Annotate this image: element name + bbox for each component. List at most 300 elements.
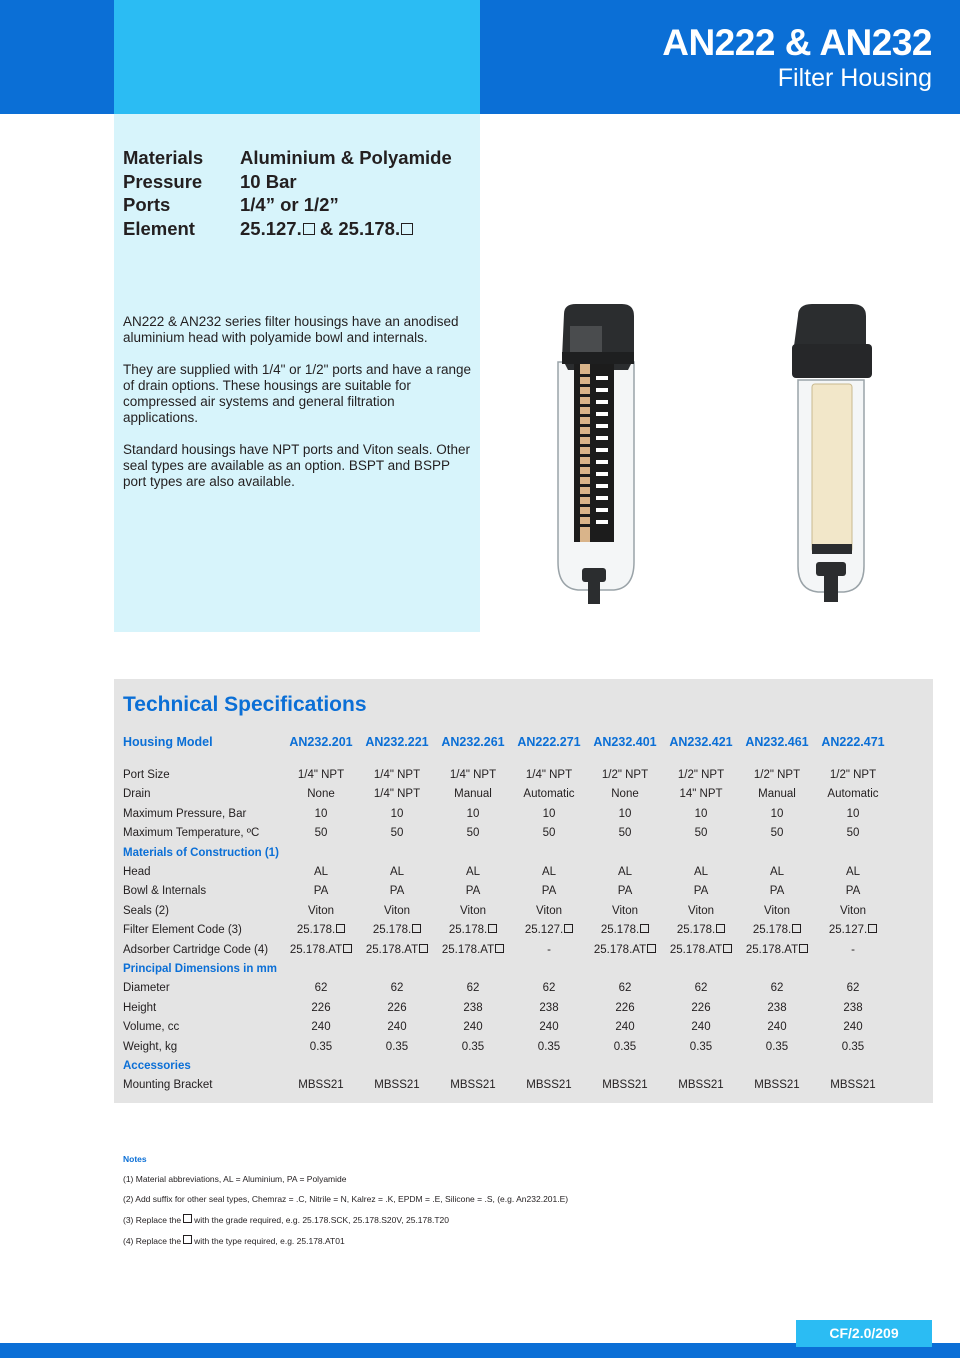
placeholder-box-icon: [488, 924, 497, 933]
cell-value: 240: [311, 1021, 331, 1034]
table-cell: [359, 788, 435, 800]
table-cell: [587, 866, 663, 878]
cell-value: 25.178.AT: [593, 943, 647, 956]
table-cell: [435, 885, 511, 897]
placeholder-box-icon: [401, 223, 413, 235]
header-band-right: [480, 0, 960, 114]
note-item: (2) Add suffix for other seal types, Chemraz = .C, Nitrile = N, Kalrez = .K, EPDM = .E, Silicone = .S, (e.g. An232.201.E): [123, 1194, 569, 1204]
filter-housing-image: [786, 300, 876, 614]
table-cell: [511, 982, 587, 994]
table-cell: [283, 808, 359, 820]
cell-value: 238: [463, 1001, 483, 1014]
cell-value: 0.35: [689, 1040, 713, 1053]
table-cell: [283, 788, 359, 800]
table-cell: [587, 905, 663, 917]
table-cell: [435, 827, 511, 839]
table-cell: [739, 1002, 815, 1014]
cell-value: PA: [389, 885, 405, 898]
cell-value: AL: [465, 866, 481, 879]
note-text: with the type required, e.g. 25.178.AT01: [194, 1236, 345, 1246]
table-cell: [663, 924, 739, 936]
cell-value: Viton: [307, 904, 334, 917]
attribute-pressure: [123, 170, 452, 194]
table-cell: [511, 866, 587, 878]
table-group-heading: [123, 1056, 891, 1075]
note-item: [123, 1214, 568, 1225]
description-paragraph: They are supplied with 1/4" or 1/2" ports and have a range of drain options. These housings are suitable for compressed air systems and general filtration applications.: [123, 362, 472, 425]
cell-value: 1/4" NPT: [449, 769, 497, 782]
cell-value: Automatic: [523, 788, 575, 801]
cell-value: PA: [693, 885, 709, 898]
cell-value: PA: [313, 885, 329, 898]
table-cell: [435, 788, 511, 800]
cell-value: PA: [845, 885, 861, 898]
cell-value: 10: [542, 807, 556, 820]
cell-value: PA: [769, 885, 785, 898]
cell-value: Viton: [383, 904, 410, 917]
table-cell: [815, 788, 891, 800]
table-cell: [435, 808, 511, 820]
table-row: [123, 921, 891, 940]
note-text: (4) Replace the: [123, 1236, 182, 1246]
cell-value: 25.178.AT: [745, 943, 799, 956]
cell-value: 226: [615, 1001, 635, 1014]
placeholder-box-icon: [640, 924, 649, 933]
cell-value: 238: [539, 1001, 559, 1014]
cell-value: AL: [769, 866, 785, 879]
table-cell: [739, 1079, 815, 1091]
table-row: [123, 785, 891, 804]
table-row: [123, 804, 891, 823]
table-cell: [815, 924, 891, 936]
attribute-label: Pressure: [123, 170, 203, 192]
table-cell: [511, 885, 587, 897]
note-item: (1) Material abbreviations, AL = Aluminium, PA = Polyamide: [123, 1174, 347, 1184]
group-label: Principal Dimensions in mm: [123, 962, 278, 975]
cell-value: 25.178.: [372, 924, 412, 937]
table-cell: [663, 1021, 739, 1033]
placeholder-box-icon: [716, 924, 725, 933]
model-header: AN222.271: [517, 734, 581, 749]
section-title: Technical Specifications: [123, 693, 367, 716]
table-cell: [587, 1079, 663, 1091]
placeholder-box-icon: [183, 1235, 192, 1244]
attribute-value: 1/4” or 1/2”: [240, 194, 339, 215]
table-cell: [511, 1079, 587, 1091]
cell-value: 62: [466, 982, 480, 995]
table-cell: [283, 769, 359, 781]
cell-value: 14" NPT: [679, 788, 723, 801]
page-subtitle: Filter Housing: [777, 64, 932, 92]
model-header: AN232.401: [593, 734, 657, 749]
cell-value: 25.178.: [448, 924, 488, 937]
cell-value: AL: [541, 866, 557, 879]
cell-value: 62: [542, 982, 556, 995]
table-cell: [283, 1002, 359, 1014]
table-cell: [815, 769, 891, 781]
cell-value: MBSS21: [526, 1079, 572, 1092]
cell-value: 240: [387, 1021, 407, 1034]
table-cell: [587, 1002, 663, 1014]
table-row: [123, 862, 891, 881]
product-description: [123, 314, 473, 506]
cell-value: 240: [691, 1021, 711, 1034]
table-cell: [663, 866, 739, 878]
table-cell: [359, 808, 435, 820]
cell-value: 0.35: [841, 1040, 865, 1053]
table-cell: [587, 982, 663, 994]
placeholder-box-icon: [495, 944, 504, 953]
table-cell: [359, 1002, 435, 1014]
attribute-label: Materials: [123, 147, 204, 168]
model-header: AN232.221: [365, 734, 429, 749]
cell-value: Manual: [454, 788, 492, 801]
cell-value: 240: [843, 1021, 863, 1034]
table-cell: [511, 788, 587, 800]
table-cell: [283, 885, 359, 897]
table-cell: [511, 905, 587, 917]
cell-value: 50: [846, 827, 860, 840]
cell-value: Automatic: [827, 788, 879, 801]
table-cell: [587, 1041, 663, 1053]
table-cell: [359, 885, 435, 897]
cell-value: 238: [767, 1001, 787, 1014]
cell-value: PA: [465, 885, 481, 898]
cell-value: 25.178.AT: [441, 943, 495, 956]
cell-value: 0.35: [309, 1040, 333, 1053]
row-label: Maximum Pressure, Bar: [123, 807, 247, 820]
table-cell: [663, 1041, 739, 1053]
cell-value: Manual: [758, 788, 796, 801]
cell-value: 1/2" NPT: [601, 769, 649, 782]
row-label: Seals (2): [123, 904, 170, 917]
group-label: Accessories: [123, 1059, 191, 1072]
table-row: [123, 824, 891, 843]
cell-value: 1/2" NPT: [753, 769, 801, 782]
cell-value: 240: [463, 1021, 483, 1034]
row-label: Diameter: [123, 982, 170, 995]
row-label: Bowl & Internals: [123, 885, 207, 898]
cell-value: AL: [845, 866, 861, 879]
notes-title: Notes: [123, 1154, 147, 1164]
table-spacer: [123, 751, 891, 765]
filter-housing-cutaway-image: [548, 300, 648, 612]
cell-value: Viton: [535, 904, 562, 917]
cell-value: 10: [846, 807, 860, 820]
row-label: Maximum Temperature, ºC: [123, 827, 260, 840]
table-cell: [511, 1021, 587, 1033]
note-text: with the grade required, e.g. 25.178.SCK, 25.178.S20V, 25.178.T20: [194, 1215, 449, 1225]
placeholder-box-icon: [647, 944, 656, 953]
table-cell: [815, 1079, 891, 1091]
table-row: [123, 901, 891, 920]
table-cell: [283, 1041, 359, 1053]
table-cell: [663, 788, 739, 800]
table-cell: [739, 924, 815, 936]
cell-value: MBSS21: [450, 1079, 496, 1092]
table-cell: [663, 1002, 739, 1014]
page-title: AN222 & AN232: [662, 22, 932, 63]
cell-value: 0.35: [537, 1040, 561, 1053]
cell-value: 1/4" NPT: [373, 788, 421, 801]
cell-value: None: [307, 788, 335, 801]
table-cell: [587, 885, 663, 897]
cell-value: MBSS21: [298, 1079, 344, 1092]
table-cell: [359, 905, 435, 917]
cell-value: 10: [314, 807, 328, 820]
row-label: Filter Element Code (3): [123, 924, 242, 937]
table-cell: [663, 905, 739, 917]
table-cell: [739, 769, 815, 781]
cell-value: None: [611, 788, 639, 801]
element-code-a: 25.127.: [240, 217, 302, 239]
table-row: [123, 1037, 891, 1056]
cell-value: 0.35: [613, 1040, 637, 1053]
table-cell: [359, 1079, 435, 1091]
table-cell: [587, 827, 663, 839]
table-cell: [435, 866, 511, 878]
key-attributes: [123, 146, 452, 240]
table-cell: [359, 982, 435, 994]
attribute-materials: [123, 146, 452, 170]
table-cell: [739, 866, 815, 878]
header-band-left: [0, 0, 114, 114]
table-cell: [587, 944, 663, 956]
cell-value: 62: [846, 982, 860, 995]
table-group-heading: [123, 959, 891, 978]
row-label: Volume, cc: [123, 1021, 180, 1034]
row-label: Head: [123, 866, 151, 879]
cell-value: PA: [617, 885, 633, 898]
cell-value: 1/4" NPT: [373, 769, 421, 782]
cell-value: 50: [694, 827, 708, 840]
table-cell: [663, 827, 739, 839]
cell-value: 50: [542, 827, 556, 840]
attribute-label: Ports: [123, 194, 171, 215]
table-cell: [435, 1041, 511, 1053]
header-label: Housing Model: [123, 734, 213, 749]
table-cell: [359, 1041, 435, 1053]
cell-value: 62: [618, 982, 632, 995]
table-cell: [435, 769, 511, 781]
cell-value: Viton: [611, 904, 638, 917]
table-cell: [435, 944, 511, 956]
cell-value: 50: [466, 827, 480, 840]
table-row: [123, 940, 891, 959]
table-cell: [587, 924, 663, 936]
description-paragraph: Standard housings have NPT ports and Viton seals. Other seal types are available as an option. BSPT and BSPP port types are also available.: [123, 442, 470, 489]
table-cell: [511, 924, 587, 936]
cell-value: 10: [770, 807, 784, 820]
table-cell: [663, 808, 739, 820]
table-cell: [511, 944, 587, 956]
table-cell: [283, 1079, 359, 1091]
table-cell: [511, 1041, 587, 1053]
cell-value: 25.178.AT: [289, 943, 343, 956]
model-header: AN232.201: [289, 734, 353, 749]
cell-value: Viton: [459, 904, 486, 917]
cell-value: 240: [539, 1021, 559, 1034]
placeholder-box-icon: [336, 924, 345, 933]
cell-value: 10: [390, 807, 404, 820]
cell-value: 62: [694, 982, 708, 995]
table-cell: [815, 1041, 891, 1053]
table-cell: [435, 905, 511, 917]
cell-value: 1/2" NPT: [677, 769, 725, 782]
table-cell: [511, 769, 587, 781]
table-cell: [739, 905, 815, 917]
table-cell: [587, 769, 663, 781]
model-header: AN232.421: [669, 734, 733, 749]
element-code-b: & 25.178.: [314, 217, 401, 239]
row-label: Adsorber Cartridge Code (4): [123, 943, 269, 956]
table-cell: [283, 1021, 359, 1033]
cell-value: 25.178.: [676, 924, 716, 937]
cell-value: Viton: [839, 904, 866, 917]
table-cell: [283, 866, 359, 878]
table-row: [123, 765, 891, 784]
table-cell: [435, 1021, 511, 1033]
table-cell: [359, 866, 435, 878]
cell-value: 25.178.: [296, 924, 336, 937]
table-cell: [283, 982, 359, 994]
table-row: [123, 1076, 891, 1095]
model-header: AN222.471: [821, 734, 885, 749]
placeholder-box-icon: [792, 924, 801, 933]
table-cell: [739, 808, 815, 820]
cell-value: MBSS21: [374, 1079, 420, 1092]
table-cell: [739, 944, 815, 956]
table-cell: [815, 982, 891, 994]
placeholder-box-icon: [419, 944, 428, 953]
table-row: [123, 882, 891, 901]
table-cell: [283, 944, 359, 956]
cell-value: 1/2" NPT: [829, 769, 877, 782]
cell-value: Viton: [763, 904, 790, 917]
table-cell: [359, 769, 435, 781]
attribute-label: Element: [123, 217, 195, 239]
cell-value: PA: [541, 885, 557, 898]
table-cell: [435, 924, 511, 936]
table-cell: [283, 905, 359, 917]
placeholder-box-icon: [303, 223, 315, 235]
model-header: AN232.461: [745, 734, 809, 749]
table-cell: [283, 827, 359, 839]
cell-value: 226: [691, 1001, 711, 1014]
cell-value: Viton: [687, 904, 714, 917]
table-cell: [739, 1041, 815, 1053]
row-label: Height: [123, 1001, 157, 1014]
cell-value: 25.178.AT: [669, 943, 723, 956]
description-paragraph: AN222 & AN232 series filter housings have an anodised aluminium head with polyamide bowl and internals.: [123, 314, 459, 345]
cell-value: 10: [694, 807, 708, 820]
header-band-accent: [114, 0, 480, 114]
table-row: [123, 998, 891, 1017]
cell-value: 240: [767, 1021, 787, 1034]
table-cell: [663, 1079, 739, 1091]
cell-value: MBSS21: [602, 1079, 648, 1092]
table-group-heading: [123, 843, 891, 862]
attribute-value: Aluminium & Polyamide: [240, 147, 452, 168]
placeholder-box-icon: [564, 924, 573, 933]
table-cell: [739, 982, 815, 994]
table-cell: [359, 827, 435, 839]
table-cell: [815, 866, 891, 878]
table-cell: [435, 982, 511, 994]
table-cell: [359, 1021, 435, 1033]
placeholder-box-icon: [183, 1214, 192, 1223]
cell-value: 25.178.: [600, 924, 640, 937]
table-cell: [663, 769, 739, 781]
table-cell: [739, 885, 815, 897]
technical-specifications: [114, 679, 933, 1103]
row-label: Drain: [123, 788, 151, 801]
group-label: Materials of Construction (1): [123, 846, 279, 859]
table-cell: [587, 788, 663, 800]
table-cell: [511, 827, 587, 839]
table-cell: [815, 827, 891, 839]
table-cell: [663, 885, 739, 897]
table-cell: [815, 885, 891, 897]
placeholder-box-icon: [868, 924, 877, 933]
cell-value: 62: [770, 982, 784, 995]
note-text: (3) Replace the: [123, 1215, 182, 1225]
cell-value: MBSS21: [754, 1079, 800, 1092]
placeholder-box-icon: [723, 944, 732, 953]
cell-value: AL: [389, 866, 405, 879]
notes: [123, 1154, 568, 1256]
cell-value: 62: [390, 982, 404, 995]
cell-value: 50: [770, 827, 784, 840]
cell-value: 50: [390, 827, 404, 840]
table-cell: [663, 944, 739, 956]
cell-value: 10: [618, 807, 632, 820]
cell-value: -: [851, 943, 855, 956]
cell-value: 10: [466, 807, 480, 820]
table-row: [123, 979, 891, 998]
table-cell: [435, 1002, 511, 1014]
cell-value: 0.35: [765, 1040, 789, 1053]
cell-value: 62: [314, 982, 328, 995]
cell-value: 1/4" NPT: [297, 769, 345, 782]
note-item: [123, 1235, 568, 1246]
cell-value: 25.127.: [524, 924, 564, 937]
cell-value: 238: [843, 1001, 863, 1014]
table-header-row: [123, 732, 891, 751]
row-label: Mounting Bracket: [123, 1079, 213, 1092]
attribute-ports: [123, 193, 452, 217]
cell-value: 50: [618, 827, 632, 840]
attribute-value: 10 Bar: [240, 170, 297, 192]
cell-value: AL: [617, 866, 633, 879]
document-code: CF/2.0/209: [796, 1320, 932, 1347]
cell-value: 1/4" NPT: [525, 769, 573, 782]
table-cell: [283, 924, 359, 936]
attribute-element: [123, 217, 452, 241]
table-cell: [359, 924, 435, 936]
placeholder-box-icon: [799, 944, 808, 953]
table-cell: [739, 1021, 815, 1033]
cell-value: 0.35: [461, 1040, 485, 1053]
table-cell: [815, 905, 891, 917]
cell-value: AL: [313, 866, 329, 879]
cell-value: 25.127.: [828, 924, 868, 937]
row-label: Port Size: [123, 769, 170, 782]
table-cell: [739, 827, 815, 839]
table-cell: [587, 1021, 663, 1033]
table-cell: [587, 808, 663, 820]
table-cell: [815, 1021, 891, 1033]
